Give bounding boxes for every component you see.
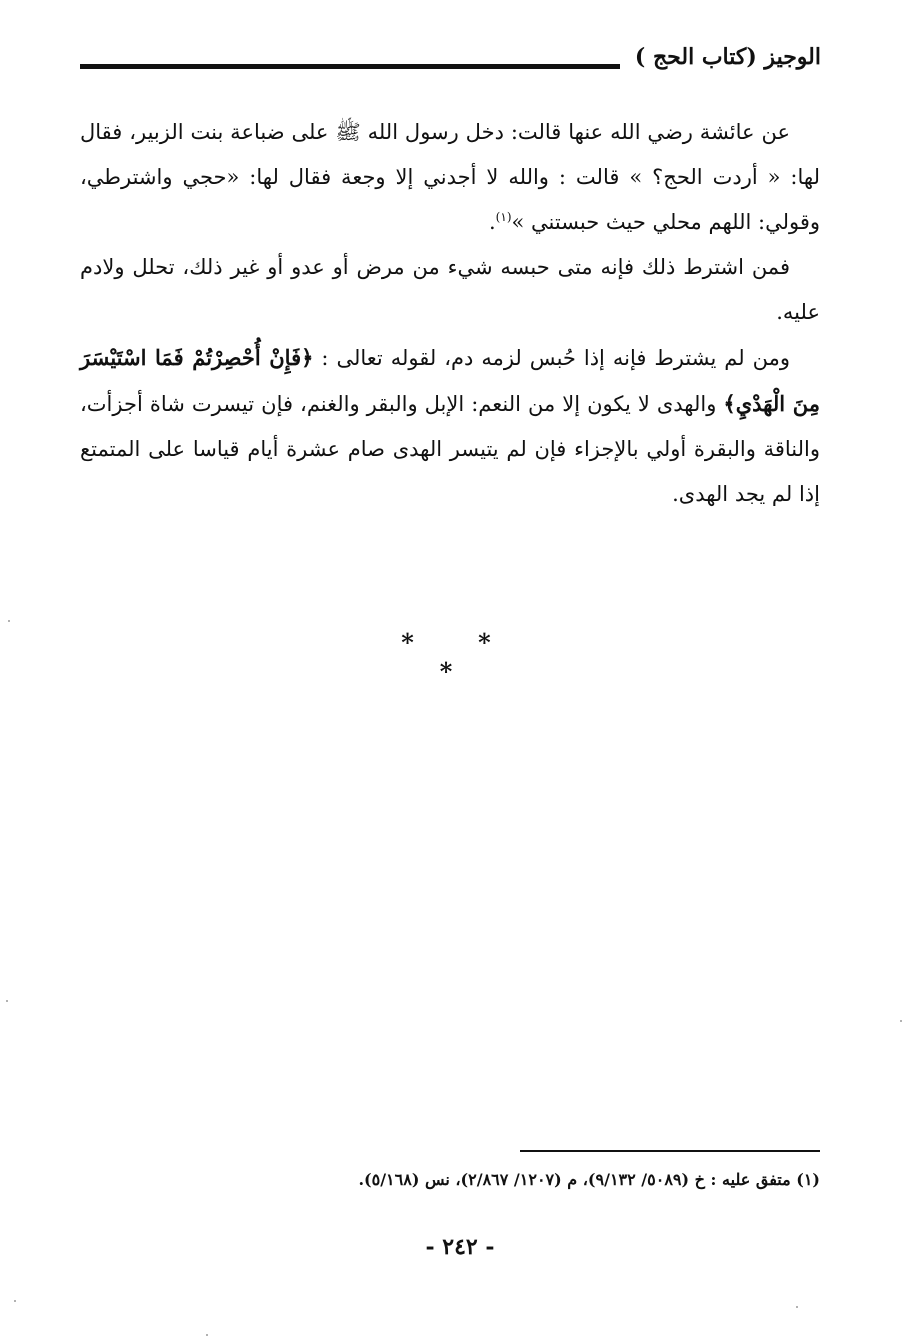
footnote-reference[interactable]: (١) (495, 210, 512, 224)
paragraph-stipulation: فمن اشترط ذلك فإنه متى حبسه شيء من مرض أو عدو أو غير ذلك، تحلل ولادم عليه. (80, 255, 820, 324)
header-rule (80, 64, 620, 69)
paragraph-hadith-end: . (488, 210, 496, 234)
scan-speck (796, 1306, 798, 1308)
main-text (80, 110, 820, 517)
section-separator: * * * (401, 628, 519, 686)
paragraph-hadith (80, 110, 820, 245)
scan-speck (8, 620, 10, 622)
page-number: - ٢٤٢ - (425, 1234, 495, 1260)
quran-verse: ﴿فَإِنْ أُحْصِرْتُمْ فَمَا اسْتَيْسَرَ مِنَ الْهَدْيِ﴾ (80, 345, 821, 416)
scan-speck (900, 1020, 902, 1022)
footnote-rule (520, 1150, 820, 1152)
paragraph-hadith-text: عن عائشة رضي الله عنها قالت: دخل رسول الله ﷺ على ضباعة بنت الزبير، فقال لها: « أردت الحج؟ » قالت : والله لا أجدني إلا وجعة فقال لها: «حجي واشترطي، وقولي: اللهم محلي حيث حبستني » (80, 120, 820, 234)
running-head-title: الوجيز (كتاب الحج ) (634, 44, 821, 70)
footnote: (١) متفق عليه : خ (٥٠٨٩/ ٩/١٣٢)، م (١٢٠٧/ ٢/٨٦٧)، نس (٥/١٦٨). (358, 1170, 820, 1189)
scan-speck (206, 1334, 208, 1336)
scan-speck (14, 1300, 16, 1302)
scan-speck (6, 1000, 8, 1002)
paragraph-sacrifice-intro: ومن لم يشترط فإنه إذا حُبس لزمه دم، لقوله تعالى : (321, 346, 790, 370)
paragraph-sacrifice (80, 335, 820, 517)
paragraph-sacrifice-rest: والهدى لا يكون إلا من النعم: الإبل والبقر والغنم، فإن تيسرت شاة أجزأت، والناقة والبقرة أولي بالإجزاء فإن لم يتيسر الهدى صام عشرة أيام قياسا على المتمتع إذا لم يجد الهدى. (80, 392, 820, 506)
